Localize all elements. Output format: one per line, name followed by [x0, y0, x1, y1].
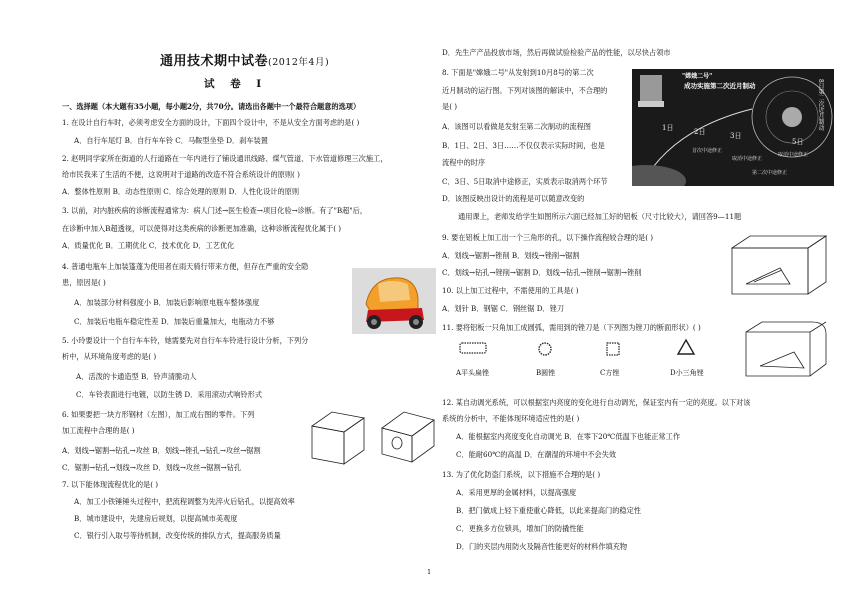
question-line: 13. 为了优化防盗门系统，以下措施不合理的是( ): [442, 470, 601, 479]
file-label-b: B圆锉: [536, 369, 556, 377]
photo-note-4: 取消中途修正: [778, 152, 809, 158]
question-line: D．先生产产品投放市场，然后再做试验检验产品的性能，以尽快占领市: [442, 48, 671, 57]
exam-subtitle: 试 卷 Ⅰ: [204, 78, 268, 90]
file-label-c: C方锉: [600, 369, 620, 377]
question-line: 5. 小玲要设计一个自行车车铃，她需要先对自行车车铃进行设计分析，下列分: [62, 336, 309, 345]
question-line: A．自行车尾灯 B．自行车车铃 C．马鞍型坐垫 D．刹车装置: [74, 136, 268, 145]
question-line: C．车铃表面进行电镀，以防生锈 D．采用滚动式响铃形式: [76, 390, 263, 399]
question-line: B．1日、2日、3日……不仅仅表示实际时间，也是: [442, 141, 605, 150]
page-number: 1: [427, 568, 432, 576]
question-line: 8. 下面是"嫦娥二号"从发射到10月8号的第二次: [442, 68, 594, 77]
question-line: A．加装部分材料强度小 B．加装后影响原电瓶车整体强度: [74, 298, 260, 307]
photo-note-1: 首次中途修正: [692, 148, 723, 154]
question-line: 通用课上，老师发给学生如图所示六面已经加工好的铝板（尺寸比较大），请回答9—11题: [458, 212, 742, 221]
scooter-photo: [352, 268, 436, 334]
question-line: A．活泼的卡通造型 B．铃声清脆动人: [76, 372, 197, 381]
question-line: C．加装后电瓶车稳定性差 D．加装后重量加大，电瓶动力不够: [74, 317, 275, 326]
exam-title: 通用技术期中试卷(2012年4月): [160, 54, 330, 69]
question-line: 析中，从环境角度考虑的是( ): [62, 352, 157, 361]
photo-right-caption: 8日第二次近月制动: [817, 79, 824, 131]
question-line: 2. 赵明同学家所在街道的人行道路在一年内进行了铺设通讯线路、煤气管道、下水管道修理三次施工，: [62, 154, 388, 163]
photo-note-3: 第二次中途修正: [752, 170, 788, 176]
question-line: B．把门做成上轻下重使重心降低，以此来提高门的稳定性: [456, 506, 641, 515]
question-line: B．城市建设中，先建房后规划，以提高城市美观度: [74, 514, 238, 523]
question-line: 近月制动的运行图。下列对该图的解读中，不合理的: [442, 86, 608, 95]
question-line: A．划线→锯割→锉削 B．划线→锉削→锯割: [442, 251, 580, 260]
question-line: A．能根据室内亮度变化自动调光 B．在零下20℃低温下也能正常工作: [456, 432, 681, 441]
question-line: 4. 普通电瓶车上加装篷蓬为使用者在雨天骑行带来方便，但存在严重的安全隐: [62, 262, 309, 271]
question-line: 6. 如果要把一块方形钢材（左图），加工成右图的零件。下列: [62, 410, 255, 419]
question-line: 患，原因是( ): [62, 278, 106, 287]
question-line: 在诊断中加入B超透视，可以使得对这类疾病的诊断更加准确，这种诊断流程优化属于( ): [62, 224, 342, 233]
photo-headline-2: 成功实施第二次近月制动: [684, 82, 756, 90]
question-line: 1. 在设计自行车时，必须考虑安全方面的设计，下面四个设计中，不是从安全方面考虑的是( ): [62, 118, 360, 127]
question-line: A．质量优化 B．工期优化 C．技术优化 D．工艺优化: [62, 241, 235, 250]
question-line: 9. 要在铝板上加工出一个三角形的孔，以下操作流程较合理的是( ): [442, 233, 654, 242]
question-line: 系统的分析中，不能体现环境适应性的是( ): [442, 414, 580, 423]
question-line: 10. 以上加工过程中，不需使用的工具是( ): [442, 286, 579, 295]
question-line: A．划针 B．钢锯 C．钢丝锯 D．锉刀: [442, 304, 565, 313]
question-line: C．3日、5日取消中途修正，实质表示取消两个环节: [442, 177, 608, 186]
question-line: A．该图可以看做是发射至第二次制动的流程图: [442, 122, 591, 131]
question-line: A．整体性原则 B．动态性原则 C．综合处理的原则 D．人性化设计的原则: [62, 187, 300, 196]
question-line: 给市民我来了生活的不便，这说明对于道路的改造不符合系统设计的原则( ): [62, 170, 300, 179]
round-file-icon: [536, 340, 554, 362]
flat-file-icon: [458, 340, 488, 360]
question-line: D．门的夹层内用防火及隔音性能更好的材料作填充物: [456, 542, 628, 551]
photo-day-2: 2日: [694, 128, 706, 136]
aluminium-plate-figure-2: [742, 318, 832, 384]
change2-orbit-photo: [632, 69, 834, 186]
question-line: A．加工小铁锤锤头过程中，把流程调整为先淬火后钻孔，以提高效率: [74, 497, 295, 506]
steel-block-figures: [308, 404, 438, 474]
photo-day-1: 1日: [662, 124, 674, 132]
question-line: 11. 要将铝板一只角加工成圆弧，需用到的锉刀是（下列图为锉刀的断面形状）( ): [442, 323, 701, 332]
question-line: A．划线→锯割→钻孔→攻丝 B．划线→锉孔→钻孔→攻丝→锯割: [62, 446, 261, 455]
square-file-icon: [604, 340, 622, 362]
section-heading: 一、选择题（本大题有35小题，每小题2分，共70分。请选出各题中一个最符合题意的选项）: [62, 102, 361, 111]
aluminium-plate-figure-1: [728, 232, 830, 302]
question-line: 12. 某自动调光系统，可以根据室内亮度的变化进行自动调光，保证室内有一定的亮度。以下对该: [442, 398, 751, 407]
photo-headline-1: "嫦娥二号": [682, 73, 713, 80]
question-line: C．能耐60℃的高温 D．在潮湿的环境中不会失效: [456, 450, 617, 459]
question-line: C．银行引入取号等待机制，改变传统的排队方式，提高服务质量: [74, 531, 281, 540]
question-line: C．更换多方位锁具，增加门的防撬性能: [456, 524, 584, 533]
file-label-d: D小三角锉: [670, 369, 704, 377]
question-line: A．采用更厚的金属材料，以提高强度: [456, 488, 577, 497]
file-label-a: A平头扁锉: [456, 369, 490, 377]
triangle-file-icon: [676, 338, 696, 360]
question-line: 加工流程中合理的是( ): [62, 426, 135, 435]
question-line: D．该图反映出设计的流程是可以随意改变的: [442, 194, 585, 203]
photo-day-5: 5日: [792, 138, 804, 146]
photo-day-3: 3日: [730, 132, 742, 140]
question-line: 是( ): [442, 102, 458, 111]
question-line: 7. 以下能体现流程优化的是( ): [62, 480, 159, 489]
photo-note-2: 取消中途修正: [732, 156, 763, 162]
question-line: C．锯割→钻孔→划线→攻丝 D．划线→攻丝→锯割→钻孔: [62, 463, 242, 472]
question-line: 3. 以前，对内脏疾病的诊断流程通常为：病人门述→医生检查→项目化验→诊断。有了"B超"后，: [62, 206, 368, 215]
question-line: 流程中的时序: [442, 158, 486, 167]
question-line: C．划线→钻孔→锉削→锯割 D．划线→钻孔→锉削→锯割→锉削: [442, 268, 642, 277]
